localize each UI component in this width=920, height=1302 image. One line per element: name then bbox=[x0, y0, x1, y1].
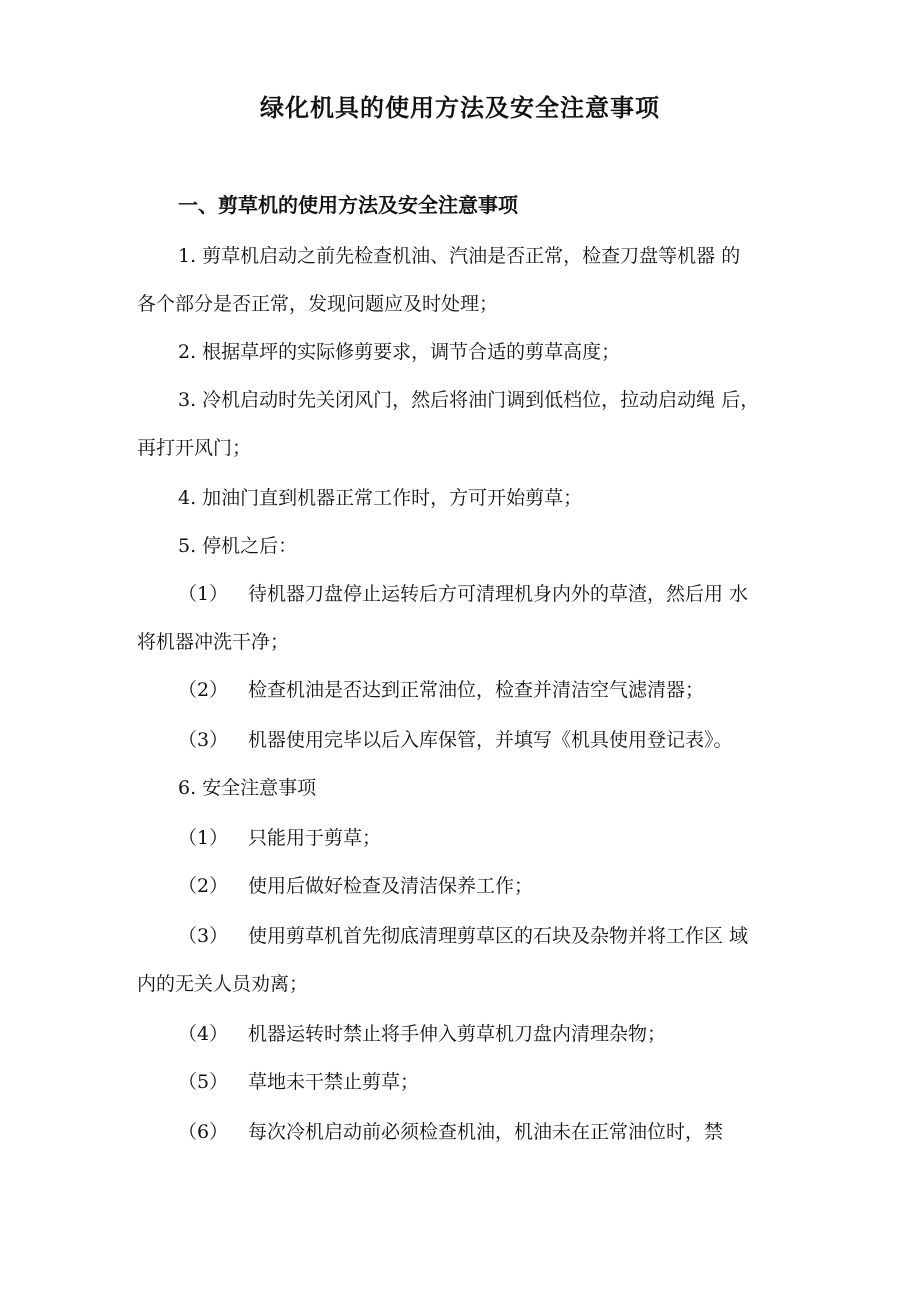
list-item-number: （2） bbox=[178, 875, 229, 897]
list-item-text: 使用后做好检查及清洁保养工作； bbox=[248, 875, 534, 897]
list-item-continuation: 内的无关人员劝离； bbox=[137, 973, 309, 995]
paragraph-4 bbox=[137, 474, 797, 522]
list-item-number: （1） bbox=[178, 583, 229, 605]
list-item-number: （4） bbox=[178, 1023, 229, 1045]
paragraph-6 bbox=[137, 764, 797, 812]
paragraph-2 bbox=[137, 328, 797, 376]
paragraph-5 bbox=[137, 522, 797, 570]
document-title: 绿化机具的使用方法及安全注意事项 bbox=[260, 94, 660, 122]
list-item bbox=[137, 814, 797, 862]
list-item-text: 机器使用完毕以后入库保管，并填写《机具使用登记表》。 bbox=[248, 729, 733, 751]
list-item-text: 机器运转时禁止将手伸入剪草机刀盘内清理杂物； bbox=[248, 1023, 667, 1045]
list-item-text: 待机器刀盘停止运转后方可清理机身内外的草渣，然后用 水 bbox=[248, 583, 749, 605]
list-item-number: （2） bbox=[178, 679, 229, 701]
list-item bbox=[137, 1058, 797, 1106]
list-item bbox=[137, 1010, 797, 1058]
list-item-text: 草地未干禁止剪草； bbox=[248, 1071, 420, 1093]
paragraph-6-text: 6. 安全注意事项 bbox=[178, 777, 317, 799]
list-item-continuation: 将机器冲洗干净； bbox=[137, 631, 290, 653]
list-item bbox=[137, 1108, 797, 1156]
list-item-text: 只能用于剪草； bbox=[248, 827, 382, 849]
paragraph-1-line-2: 各个部分是否正常，发现问题应及时处理； bbox=[137, 293, 499, 315]
list-item-number: （1） bbox=[178, 827, 229, 849]
paragraph-4-text: 4. 加油门直到机器正常工作时，方可开始剪草； bbox=[178, 487, 583, 509]
paragraph-2-text: 2. 根据草坪的实际修剪要求，调节合适的剪草高度； bbox=[178, 341, 621, 363]
list-item-text: 每次冷机启动前必须检查机油，机油未在正常油位时，禁 bbox=[248, 1121, 724, 1143]
paragraph-3-line-1: 3. 冷机启动时先关闭风门，然后将油门调到低档位，拉动启动绳 后， bbox=[178, 389, 760, 411]
list-item-number: （5） bbox=[178, 1071, 229, 1093]
list-item-text: 使用剪草机首先彻底清理剪草区的石块及杂物并将工作区 域 bbox=[248, 925, 749, 947]
list-item bbox=[137, 912, 797, 1008]
list-item bbox=[137, 666, 797, 714]
paragraph-5-text: 5. 停机之后： bbox=[178, 535, 298, 557]
list-item-number: （3） bbox=[178, 925, 229, 947]
list-item-text: 检查机油是否达到正常油位，检查并清洁空气滤清器； bbox=[248, 679, 705, 701]
paragraph-3 bbox=[137, 376, 797, 472]
paragraph-1 bbox=[137, 232, 797, 328]
list-item-number: （3） bbox=[178, 729, 229, 751]
paragraph-3-line-2: 再打开风门； bbox=[137, 437, 252, 459]
list-item bbox=[137, 570, 797, 666]
list-item bbox=[137, 862, 797, 910]
section-heading: 一、剪草机的使用方法及安全注意事项 bbox=[178, 193, 518, 217]
paragraph-1-line-1: 1. 剪草机启动之前先检查机油、汽油是否正常，检查刀盘等机器 的 bbox=[178, 245, 741, 267]
list-item bbox=[137, 716, 797, 764]
list-item-number: （6） bbox=[178, 1121, 229, 1143]
